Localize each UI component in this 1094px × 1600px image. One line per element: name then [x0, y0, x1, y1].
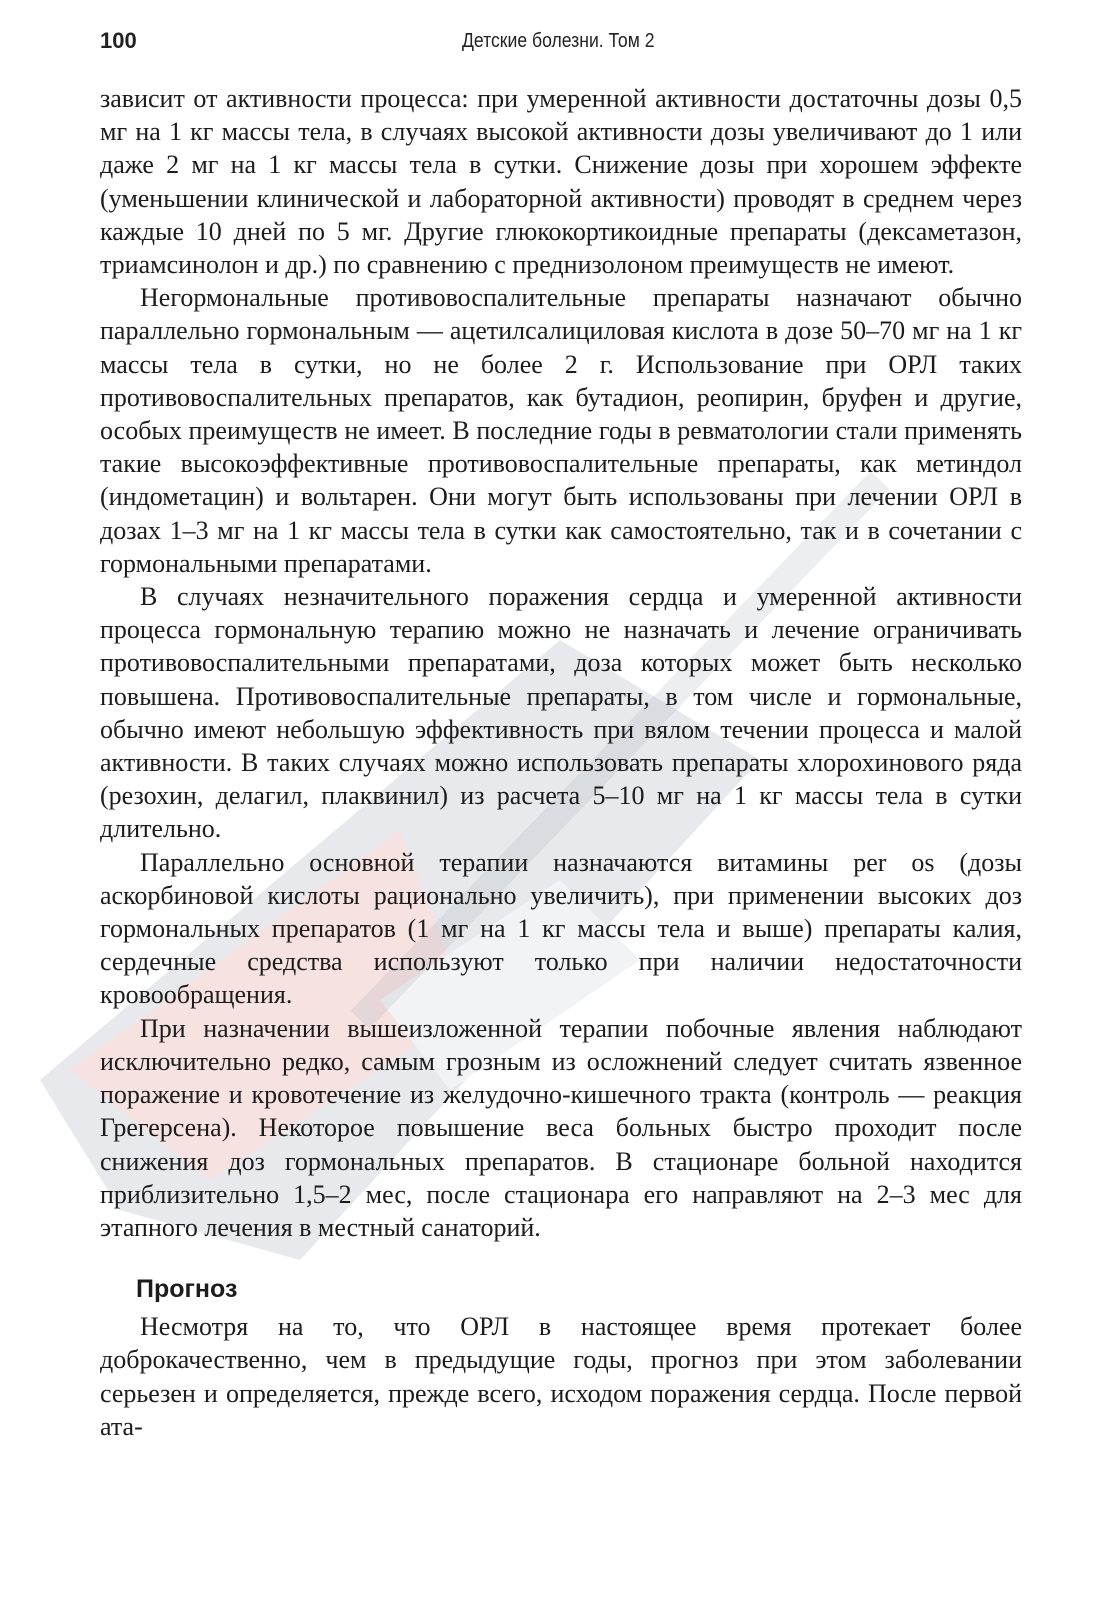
running-title: Детские болезни. Том 2 — [462, 30, 655, 52]
paragraph-3: В случаях незначительного поражения сердца и умеренной активности процесса гормональную терапию можно не назначать и лечение ограничивать противовоспалительными препаратами, доза которых может быть несколько повышена. Противовоспалительные препараты, в том числе и гормональные, обычно имеют небольшую эффективность при вялом течении процесса и малой активности. В таких случаях можно использовать препараты хлорохинового ряда (резохин, делагил, плаквинил) из расчета 5–10 мг на 1 кг массы тела в сутки длительно. — [100, 582, 1022, 844]
page-header — [100, 28, 1022, 62]
paragraph-2: Негормональные противовоспалительные препараты назначают обычно параллельно гормональным — ацетилсалициловая кислота в дозе 50–70 мг на 1 кг массы тела в сутки, но не более 2 г. Использование при ОРЛ таких противовоспалительных препаратов, как бутадион, реопирин, бруфен и другие, особых преимуществ не имеет. В последние годы в ревматологии стали применять такие высокоэффективные противовоспалительные препараты, как метиндол (индометацин) и вольтарен. Они могут быть использованы при лечении ОРЛ в дозах 1–3 мг на 1 кг массы тела в сутки как самостоятельно, так и в сочетании с гормональными препаратами. — [100, 283, 1022, 578]
page-body — [100, 82, 1022, 1443]
paragraph-4: Параллельно основной терапии назначаются витамины per os (дозы аскорбиновой кислоты рационально увеличить), при применении высоких доз гормональных препаратов (1 мг на 1 кг массы тела и выше) препараты калия, сердечные средства используют только при наличии недостаточности кровообращения. — [100, 847, 1022, 1010]
paragraph-prognosis: Несмотря на то, что ОРЛ в настоящее время протекает более доброкачественно, чем в предыдущие годы, прогноз при этом заболевании серьезен и определяется, прежде всего, исходом поражения сердца. После первой ата- — [100, 1312, 1022, 1441]
section-heading-prognosis: Прогноз — [136, 1275, 238, 1304]
paragraph-5: При назначении вышеизложенной терапии побочные явления наблюдают исключительно редко, самым грозным из осложнений следует считать язвенное поражение и кровотечение из желудочно-кишечного тракта (контроль — реакция Грегерсена). Некоторое повышение веса больных быстро проходит после снижения доз гормональных препаратов. В стационаре больной находится приблизительно 1,5–2 мес, после стационара его направляют на 2–3 мес для этапного лечения в местный санаторий. — [100, 1013, 1022, 1242]
page-number: 100 — [100, 28, 137, 53]
paragraph-1: зависит от активности процесса: при умеренной активности достаточны дозы 0,5 мг на 1 кг массы тела, в случаях высокой активности дозы увеличивают до 1 или даже 2 мг на 1 кг массы тела в сутки. Снижение дозы при хорошем эффекте (уменьшении клинической и лабораторной активности) проводят в среднем через каждые 10 дней по 5 мг. Другие глюкокортикоидные препараты (дексаметазон, триамсинолон и др.) по сравнению с преднизолоном преимуществ не имеют. — [100, 84, 1022, 280]
